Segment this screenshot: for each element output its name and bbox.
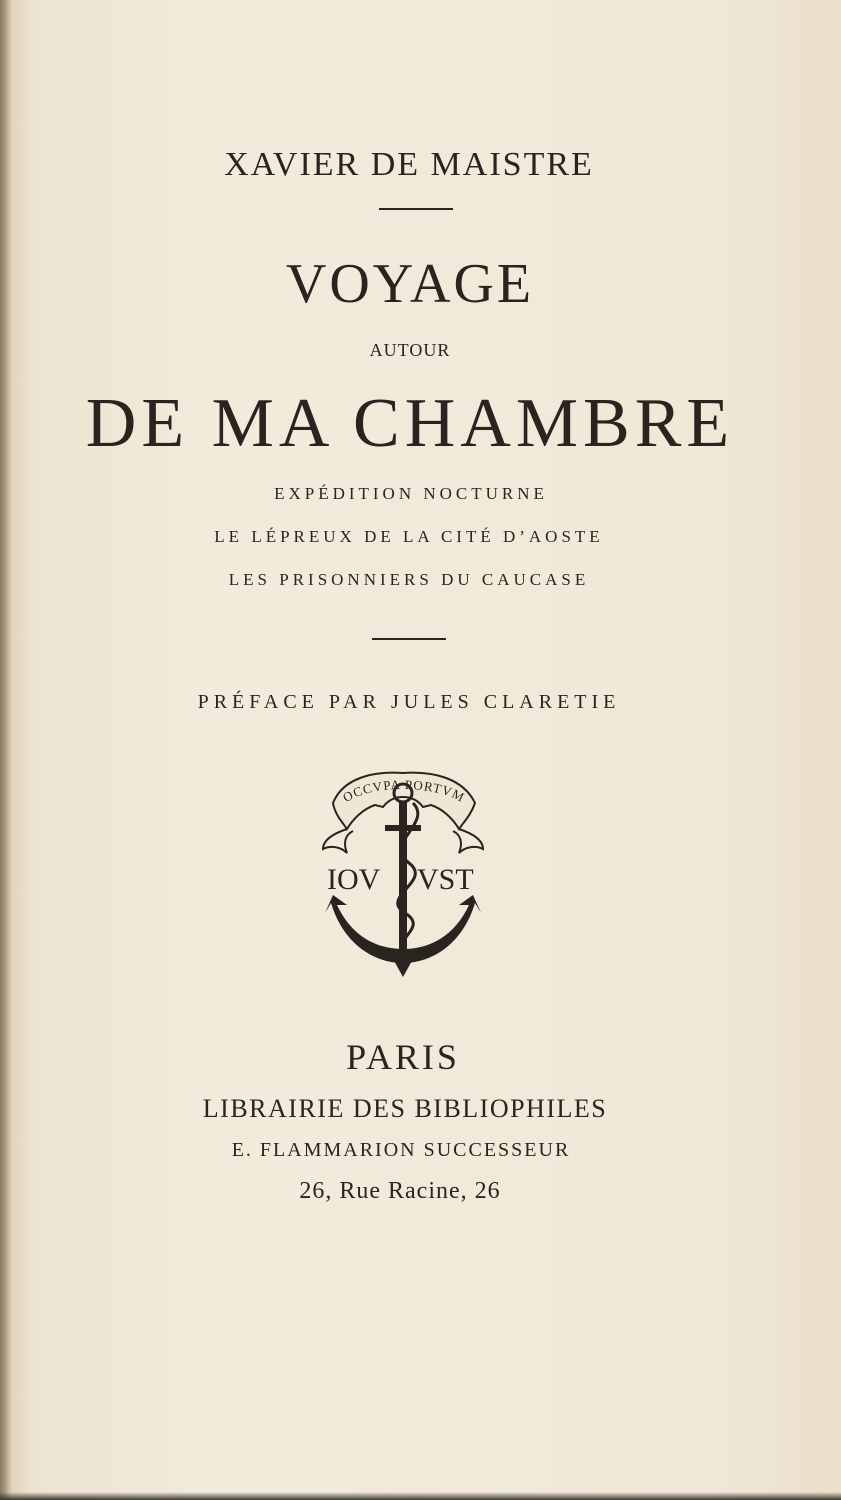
imprint-address: 26, Rue Racine, 26 — [299, 1178, 501, 1204]
imprint-city: PARIS — [346, 1037, 460, 1077]
title-de-ma-chambre: DE MA CHAMBRE — [85, 385, 735, 462]
anchor-emblem-icon — [313, 763, 493, 985]
emblem-right-text: VST — [417, 863, 474, 896]
author-name: XAVIER DE MAISTRE — [224, 146, 594, 183]
imprint-publisher: LIBRAIRIE DES BIBLIOPHILES — [202, 1094, 608, 1123]
gutter-shadow — [0, 0, 12, 1500]
imprint-successor: E. FLAMMARION SUCCESSEUR — [231, 1139, 571, 1161]
title-autour: AUTOUR — [369, 340, 451, 360]
contents-item-prisonniers: LES PRISONNIERS DU CAUCASE — [228, 570, 590, 589]
contents-item-lepreux: LE LÉPREUX DE LA CITÉ D’AOSTE — [214, 527, 604, 546]
contents-item-expedition: EXPÉDITION NOCTURNE — [274, 484, 548, 503]
emblem-left-text: IOV — [327, 863, 381, 896]
divider-rule — [372, 638, 446, 640]
page-bottom-edge — [0, 1492, 841, 1500]
preface-credit: PRÉFACE PAR JULES CLARETIE — [197, 691, 621, 713]
divider-rule — [379, 208, 453, 210]
title-voyage: VOYAGE — [285, 253, 535, 315]
emblem-ribbon-text: OCCVPA PORTVM — [340, 776, 468, 806]
